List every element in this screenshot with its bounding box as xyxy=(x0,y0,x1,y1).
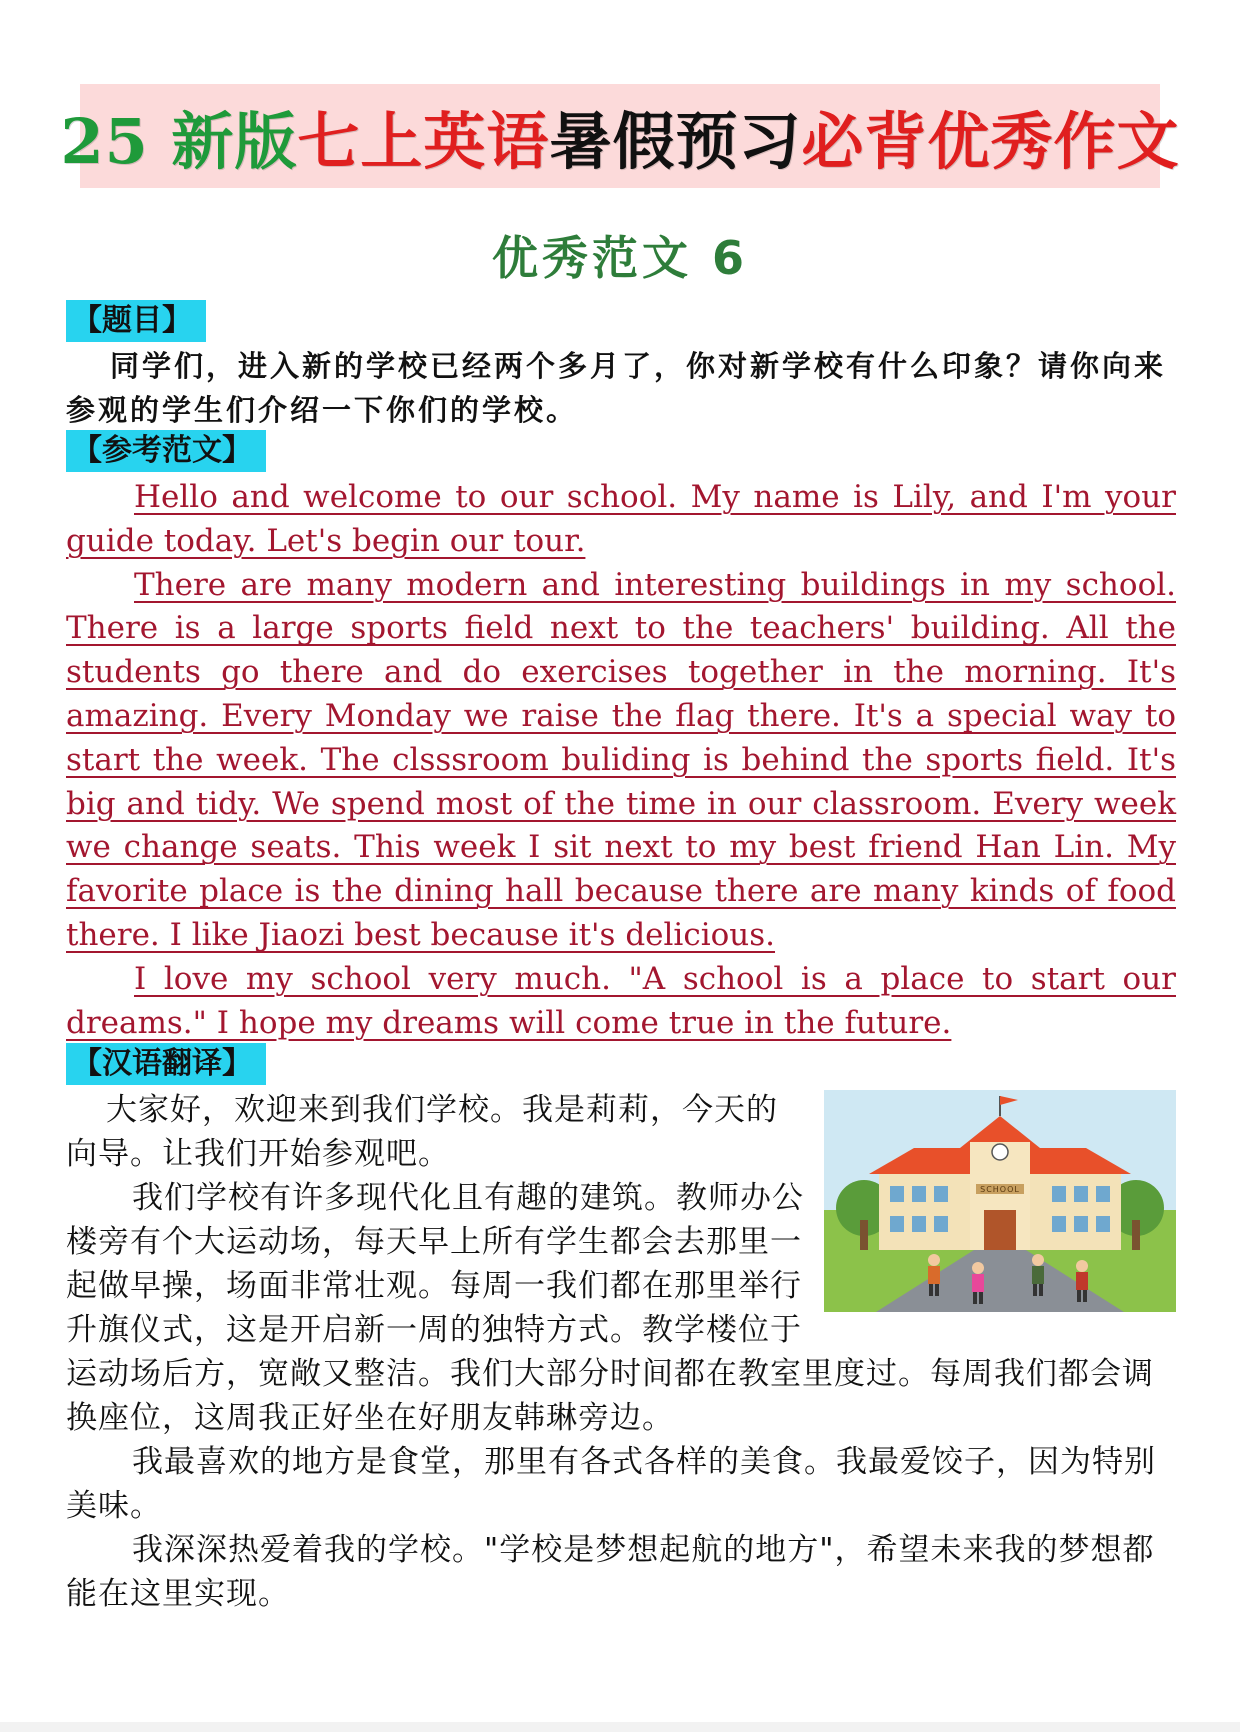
school-sign: SCHOOL xyxy=(980,1185,1020,1194)
chinese-translation xyxy=(66,1088,1176,1616)
translation-tag: 【汉语翻译】 xyxy=(66,1043,266,1085)
topic-prompt xyxy=(66,344,1176,432)
banner-part-essays: 必背优秀作文 xyxy=(801,104,1180,178)
translation-paragraph-4: 我深深热爱着我的学校。"学校是梦想起航的地方"，希望未来我的梦想都能在这里实现。 xyxy=(66,1532,1155,1612)
translation-paragraph-1: 大家好，欢迎来到我们学校。我是莉莉，今天的向导。让我们开始参观吧。 xyxy=(66,1092,778,1172)
title-banner xyxy=(60,84,1180,188)
banner-part-grade: 七上英语 xyxy=(297,104,550,178)
banner-part-edition: 25 新版 xyxy=(60,104,298,178)
sample-essay xyxy=(66,476,1176,1045)
banner-part-preview: 暑假预习 xyxy=(549,104,802,178)
page-bottom-edge xyxy=(0,1722,1240,1732)
translation-paragraph-3: 我最喜欢的地方是食堂，那里有各式各样的美食。我最爱饺子，因为特别美味。 xyxy=(66,1444,1156,1524)
translation-paragraph-2: 我们学校有许多现代化且有趣的建筑。教师办公楼旁有个大运动场，每天早上所有学生都会去那里一起做早操，场面非常壮观。每周一我们都在那里举行升旗仪式，这是开启新一周的独特方式。教学楼位于运动场后方，宽敞又整洁。我们大部分时间都在教室里度过。每周我们都会调换座位，这周我正好坐在好朋友韩琳旁边。 xyxy=(66,1180,1154,1436)
prompt-text: 同学们，进入新的学校已经两个多月了，你对新学校有什么印象？请你向来参观的学生们介绍一下你们的学校。 xyxy=(66,349,1167,427)
essay-paragraph-1: Hello and welcome to our school. My name is Lily, and I'm your guide today. Let's begin our tour. xyxy=(66,479,1176,559)
sample-essay-tag: 【参考范文】 xyxy=(66,430,266,472)
school-illustration xyxy=(824,1090,1176,1312)
essay-paragraph-3: I love my school very much. "A school is a place to start our dreams." I hope my dreams will come true in the future. xyxy=(66,960,1176,1041)
essay-number-heading: 优秀范文 6 xyxy=(491,231,749,285)
topic-tag: 【题目】 xyxy=(66,300,206,342)
essay-paragraph-2: There are many modern and interesting buildings in my school. There is a large sports field next to the teachers' building. All the students go there and do exercises together in the morning. It's amazing. Every Monday we raise the flag there. It's a special way to start the week. The clsssroom buliding is behind the sports field. It's big and tidy. We spend most of the time in our classroom. Every week we change seats. This week I sit next to my best friend Han Lin. My favorite place is the dining hall because there are many kinds of food there. I like Jiaozi best because it's delicious. xyxy=(66,566,1176,953)
